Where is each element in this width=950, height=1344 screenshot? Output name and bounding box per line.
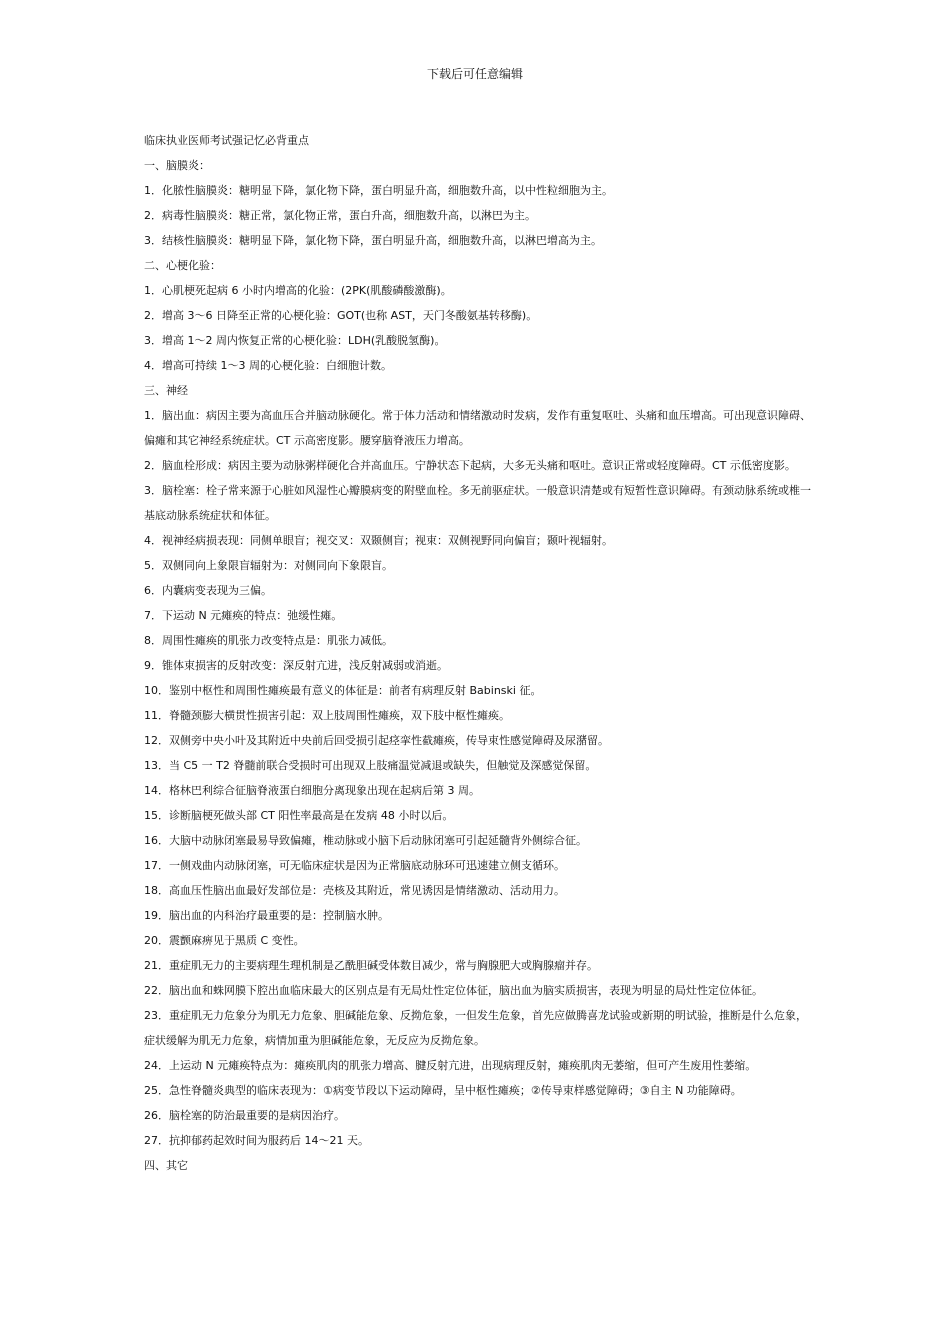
- list-item: 21．重症肌无力的主要病理生理机制是乙酰胆碱受体数目减少，常与胸腺肥大或胸腺瘤并存。: [144, 959, 598, 972]
- list-item: 19．脑出血的内科治疗最重要的是：控制脑水肿。: [144, 909, 389, 922]
- list-item: 4．增高可持续 1～3 周的心梗化验：白细胞计数。: [144, 359, 392, 372]
- list-item: 1．心肌梗死起病 6 小时内增高的化验：(2PK(肌酸磷酸激酶)。: [144, 284, 452, 297]
- list-item: 2．病毒性脑膜炎：糖正常，氯化物正常，蛋白升高，细胞数升高，以淋巴为主。: [144, 209, 536, 222]
- list-item: 3．脑栓塞：栓子常来源于心脏如风湿性心瓣膜病变的附壁血栓。多无前驱症状。一般意识清楚或有短暂性意识障碍。有颈动脉系统或椎一基底动脉系统症状和体征。: [144, 484, 811, 522]
- document-body: [144, 128, 812, 1178]
- section-heading-other: 四、其它: [144, 1159, 188, 1172]
- list-item: 2．增高 3～6 日降至正常的心梗化验：GOT(也称 AST，天门冬酸氨基转移酶)。: [144, 309, 538, 322]
- list-item: 3．结核性脑膜炎：糖明显下降，氯化物下降，蛋白明显升高，细胞数升高，以淋巴增高为主。: [144, 234, 602, 247]
- list-item: 3．增高 1～2 周内恢复正常的心梗化验：LDH(乳酸脱氢酶)。: [144, 334, 446, 347]
- list-item: 1．化脓性脑膜炎：糖明显下降，氯化物下降，蛋白明显升高，细胞数升高，以中性粒细胞为主。: [144, 184, 613, 197]
- list-item: 2．脑血栓形成：病因主要为动脉粥样硬化合并高血压。宁静状态下起病，大多无头痛和呕吐。意识正常或轻度障碍。CT 示低密度影。: [144, 459, 796, 472]
- list-item: 25．急性脊髓炎典型的临床表现为：①病变节段以下运动障碍，呈中枢性瘫痪；②传导束样感觉障碍；③自主 N 功能障碍。: [144, 1084, 742, 1097]
- list-item: 8．周围性瘫痪的肌张力改变特点是：肌张力减低。: [144, 634, 393, 647]
- list-item: 17．一侧戏曲内动脉闭塞，可无临床症状是因为正常脑底动脉环可迅速建立侧支循环。: [144, 859, 565, 872]
- page-header: 下载后可任意编辑: [426, 67, 523, 81]
- list-item: 23．重症肌无力危象分为肌无力危象、胆碱能危象、反拗危象，一但发生危象，首先应做腾喜龙试验或新期的明试验，推断是什么危象，症状缓解为肌无力危象，病情加重为胆碱能危象，无反应为反拗危象。: [144, 1009, 807, 1047]
- list-item: 12．双侧旁中央小叶及其附近中央前后回受损引起痉挛性截瘫痪，传导束性感觉障碍及尿潴留。: [144, 734, 609, 747]
- list-item: 16．大脑中动脉闭塞最易导致偏瘫，椎动脉或小脑下后动脉闭塞可引起延髓背外侧综合征。: [144, 834, 587, 847]
- list-item: 5．双侧同向上象限盲辐射为：对侧同向下象限盲。: [144, 559, 393, 572]
- list-item: 22．脑出血和蛛网膜下腔出血临床最大的区别点是有无局灶性定位体征，脑出血为脑实质损害，表现为明显的局灶性定位体征。: [144, 984, 763, 997]
- list-item: 11．脊髓颈膨大横贯性损害引起：双上肢周围性瘫痪，双下肢中枢性瘫痪。: [144, 709, 510, 722]
- section-heading-mi-tests: 二、心梗化验：: [144, 259, 221, 272]
- list-item: 1．脑出血：病因主要为高血压合并脑动脉硬化。常于体力活动和情绪激动时发病，发作有重复呕吐、头痛和血压增高。可出现意识障碍、偏瘫和其它神经系统症状。CT 示高密度影。腰穿脑脊液压力增高。: [144, 409, 811, 447]
- list-item: 13．当 C5 一 T2 脊髓前联合受损时可出现双上肢痛温觉减退或缺失，但触觉及深感觉保留。: [144, 759, 597, 772]
- list-item: 24．上运动 N 元瘫痪特点为：瘫痪肌肉的肌张力增高、腱反射亢进，出现病理反射，瘫痪肌肉无萎缩，但可产生废用性萎缩。: [144, 1059, 757, 1072]
- list-item: 4．视神经病损表现：同侧单眼盲；视交叉：双颞侧盲；视束：双侧视野同向偏盲；颞叶视辐射。: [144, 534, 613, 547]
- list-item: 20．震颤麻痹见于黑质 C 变性。: [144, 934, 305, 947]
- list-item: 7．下运动 N 元瘫痪的特点：弛缓性瘫。: [144, 609, 343, 622]
- list-item: 15．诊断脑梗死做头部 CT 阳性率最高是在发病 48 小时以后。: [144, 809, 454, 822]
- list-item: 18．高血压性脑出血最好发部位是：壳核及其附近，常见诱因是情绪激动、活动用力。: [144, 884, 565, 897]
- document-title: 临床执业医师考试强记忆必背重点: [144, 134, 309, 147]
- list-item: 6．内囊病变表现为三偏。: [144, 584, 272, 597]
- section-heading-meningitis: 一、脑膜炎：: [144, 159, 210, 172]
- list-item: 9．锥体束损害的反射改变：深反射亢进，浅反射减弱或消逝。: [144, 659, 448, 672]
- list-item: 27．抗抑郁药起效时间为服药后 14～21 天。: [144, 1134, 369, 1147]
- list-item: 14．格林巴利综合征脑脊液蛋白细胞分离现象出现在起病后第 3 周。: [144, 784, 480, 797]
- section-heading-neurology: 三、神经: [144, 384, 188, 397]
- list-item: 10．鉴别中枢性和周围性瘫痪最有意义的体征是：前者有病理反射 Babinski 征。: [144, 684, 542, 697]
- list-item: 26．脑栓塞的防治最重要的是病因治疗。: [144, 1109, 345, 1122]
